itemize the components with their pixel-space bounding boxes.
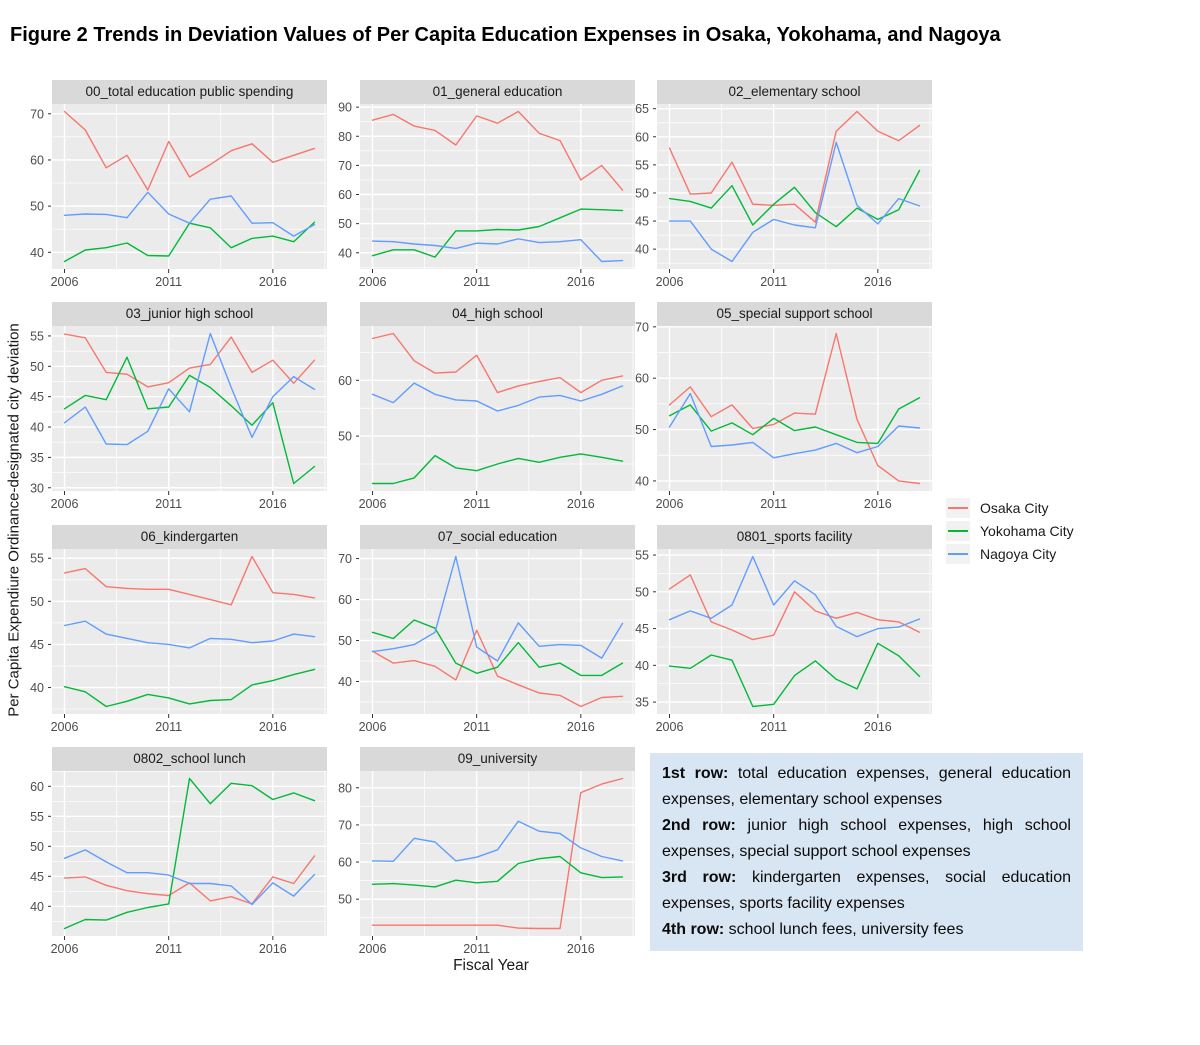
svg-text:2006: 2006 bbox=[655, 275, 684, 289]
svg-text:55: 55 bbox=[635, 548, 649, 563]
svg-text:40: 40 bbox=[635, 242, 649, 257]
svg-text:50: 50 bbox=[338, 634, 352, 649]
svg-text:2011: 2011 bbox=[463, 942, 491, 956]
facet-strip-title: 0802_school lunch bbox=[52, 747, 327, 771]
svg-text:2016: 2016 bbox=[258, 720, 287, 734]
facet-chart bbox=[16, 771, 327, 959]
note-line-3: 3rd row: kindergarten expenses, social education expenses, sports facility expenses bbox=[662, 869, 1071, 912]
facet-chart bbox=[16, 549, 327, 737]
svg-text:60: 60 bbox=[338, 855, 352, 870]
facet-00_total education public spending bbox=[16, 80, 327, 292]
svg-text:60: 60 bbox=[30, 153, 44, 168]
svg-text:65: 65 bbox=[635, 102, 649, 117]
facet-06_kindergarten bbox=[16, 525, 327, 737]
facet-07_social education bbox=[324, 525, 635, 737]
svg-text:40: 40 bbox=[635, 474, 649, 489]
svg-text:2011: 2011 bbox=[760, 275, 788, 289]
legend bbox=[946, 496, 1074, 565]
svg-text:2011: 2011 bbox=[463, 497, 491, 511]
svg-text:2006: 2006 bbox=[358, 942, 387, 956]
facet-05_special support school bbox=[621, 302, 932, 514]
svg-text:35: 35 bbox=[635, 695, 649, 710]
svg-text:90: 90 bbox=[338, 100, 352, 115]
facet-chart bbox=[324, 771, 635, 959]
y-axis-title: Per Capita Expendiure Ordinance-designated city deviation bbox=[5, 323, 23, 717]
facet-04_high school bbox=[324, 302, 635, 514]
legend-label: Nagoya City bbox=[980, 545, 1057, 562]
svg-text:2016: 2016 bbox=[258, 275, 287, 289]
facet-03_junior high school bbox=[16, 302, 327, 514]
facet-chart bbox=[621, 104, 932, 292]
svg-text:40: 40 bbox=[30, 245, 44, 260]
svg-text:40: 40 bbox=[338, 246, 352, 261]
svg-text:45: 45 bbox=[635, 214, 649, 229]
svg-text:70: 70 bbox=[338, 818, 352, 833]
facet-strip-title: 04_high school bbox=[360, 302, 635, 326]
facet-01_general education bbox=[324, 80, 635, 292]
svg-text:2006: 2006 bbox=[655, 720, 684, 734]
svg-text:50: 50 bbox=[338, 892, 352, 907]
facet-strip-title: 09_university bbox=[360, 747, 635, 771]
svg-text:50: 50 bbox=[30, 359, 44, 374]
svg-text:60: 60 bbox=[30, 779, 44, 794]
svg-text:50: 50 bbox=[635, 186, 649, 201]
svg-text:40: 40 bbox=[30, 899, 44, 914]
legend-key-osaka bbox=[946, 498, 970, 518]
facet-09_university bbox=[324, 747, 635, 959]
svg-text:2011: 2011 bbox=[155, 497, 183, 511]
svg-text:2006: 2006 bbox=[50, 497, 79, 511]
svg-text:50: 50 bbox=[30, 199, 44, 214]
facet-strip-title: 0801_sports facility bbox=[657, 525, 932, 549]
svg-text:80: 80 bbox=[338, 781, 352, 796]
facet-strip-title: 01_general education bbox=[360, 80, 635, 104]
facet-strip-title: 02_elementary school bbox=[657, 80, 932, 104]
facet-0801_sports facility bbox=[621, 525, 932, 737]
facet-strip-title: 03_junior high school bbox=[52, 302, 327, 326]
svg-text:60: 60 bbox=[635, 371, 649, 386]
legend-key-yokohama bbox=[946, 521, 970, 541]
facet-strip-title: 00_total education public spending bbox=[52, 80, 327, 104]
svg-text:2006: 2006 bbox=[50, 720, 79, 734]
svg-text:2006: 2006 bbox=[655, 497, 684, 511]
facet-02_elementary school bbox=[621, 80, 932, 292]
note-line-1: 1st row: total education expenses, general education expenses, elementary school expenses bbox=[662, 765, 1071, 808]
svg-text:2016: 2016 bbox=[863, 275, 892, 289]
svg-text:2016: 2016 bbox=[258, 942, 287, 956]
svg-text:45: 45 bbox=[30, 637, 44, 652]
svg-text:2016: 2016 bbox=[566, 497, 595, 511]
legend-label: Osaka City bbox=[980, 499, 1049, 516]
svg-text:70: 70 bbox=[30, 107, 44, 122]
svg-text:55: 55 bbox=[30, 329, 44, 344]
svg-text:70: 70 bbox=[635, 320, 649, 335]
svg-text:2011: 2011 bbox=[155, 275, 183, 289]
facet-strip-title: 07_social education bbox=[360, 525, 635, 549]
facet-strip-title: 06_kindergarten bbox=[52, 525, 327, 549]
svg-text:45: 45 bbox=[30, 390, 44, 405]
svg-text:70: 70 bbox=[338, 552, 352, 567]
note-line-2: 2nd row: junior high school expenses, high school expenses, special support school expenses bbox=[662, 817, 1071, 860]
nagoya-line-swatch-icon bbox=[948, 553, 968, 555]
svg-text:80: 80 bbox=[338, 129, 352, 144]
svg-text:40: 40 bbox=[635, 658, 649, 673]
figure-title: Figure 2 Trends in Deviation Values of Per Capita Education Expenses in Osaka, Yokohama, and Nagoya bbox=[10, 24, 1001, 46]
svg-text:2011: 2011 bbox=[155, 942, 183, 956]
svg-text:50: 50 bbox=[338, 217, 352, 232]
svg-text:60: 60 bbox=[338, 373, 352, 388]
note-box bbox=[650, 753, 1083, 951]
svg-text:55: 55 bbox=[30, 809, 44, 824]
svg-text:2006: 2006 bbox=[358, 275, 387, 289]
svg-text:55: 55 bbox=[635, 158, 649, 173]
facet-0802_school lunch bbox=[16, 747, 327, 959]
facet-chart bbox=[324, 326, 635, 514]
svg-text:50: 50 bbox=[30, 839, 44, 854]
facet-chart bbox=[324, 549, 635, 737]
legend-item-yokohama bbox=[946, 519, 1074, 542]
svg-text:40: 40 bbox=[338, 675, 352, 689]
svg-text:2011: 2011 bbox=[155, 720, 183, 734]
svg-text:2006: 2006 bbox=[358, 720, 387, 734]
svg-text:2016: 2016 bbox=[258, 497, 287, 511]
svg-text:50: 50 bbox=[338, 429, 352, 444]
svg-text:60: 60 bbox=[338, 188, 352, 203]
svg-text:2006: 2006 bbox=[50, 275, 79, 289]
svg-text:55: 55 bbox=[30, 551, 44, 566]
svg-text:2011: 2011 bbox=[760, 720, 788, 734]
osaka-line-swatch-icon bbox=[948, 507, 968, 509]
svg-text:60: 60 bbox=[635, 130, 649, 145]
svg-text:50: 50 bbox=[30, 594, 44, 609]
svg-text:2011: 2011 bbox=[463, 720, 491, 734]
svg-text:70: 70 bbox=[338, 158, 352, 173]
svg-text:2006: 2006 bbox=[358, 497, 387, 511]
legend-label: Yokohama City bbox=[980, 522, 1074, 539]
facet-chart bbox=[324, 100, 635, 292]
svg-text:40: 40 bbox=[30, 681, 44, 696]
svg-text:30: 30 bbox=[30, 481, 44, 496]
svg-text:45: 45 bbox=[30, 869, 44, 884]
svg-text:2011: 2011 bbox=[760, 497, 788, 511]
note-line-4: 4th row: school lunch fees, university fees bbox=[662, 921, 964, 938]
facet-chart bbox=[16, 326, 327, 514]
legend-item-osaka bbox=[946, 496, 1074, 519]
svg-text:40: 40 bbox=[30, 420, 44, 435]
svg-text:35: 35 bbox=[30, 450, 44, 465]
facet-chart bbox=[16, 104, 327, 292]
svg-text:2016: 2016 bbox=[566, 275, 595, 289]
svg-text:2016: 2016 bbox=[566, 942, 595, 956]
facet-chart bbox=[621, 320, 932, 514]
legend-item-nagoya bbox=[946, 542, 1074, 565]
svg-text:2016: 2016 bbox=[863, 497, 892, 511]
svg-text:2006: 2006 bbox=[50, 942, 79, 956]
yokohama-line-swatch-icon bbox=[948, 530, 968, 532]
svg-text:50: 50 bbox=[635, 585, 649, 600]
svg-text:2011: 2011 bbox=[463, 275, 491, 289]
svg-text:45: 45 bbox=[635, 622, 649, 637]
facet-chart bbox=[621, 549, 932, 737]
legend-key-nagoya bbox=[946, 544, 970, 564]
svg-text:60: 60 bbox=[338, 593, 352, 608]
x-axis-title: Fiscal Year bbox=[453, 957, 529, 974]
facet-strip-title: 05_special support school bbox=[657, 302, 932, 326]
svg-text:2016: 2016 bbox=[863, 720, 892, 734]
svg-text:50: 50 bbox=[635, 423, 649, 438]
svg-text:2016: 2016 bbox=[566, 720, 595, 734]
